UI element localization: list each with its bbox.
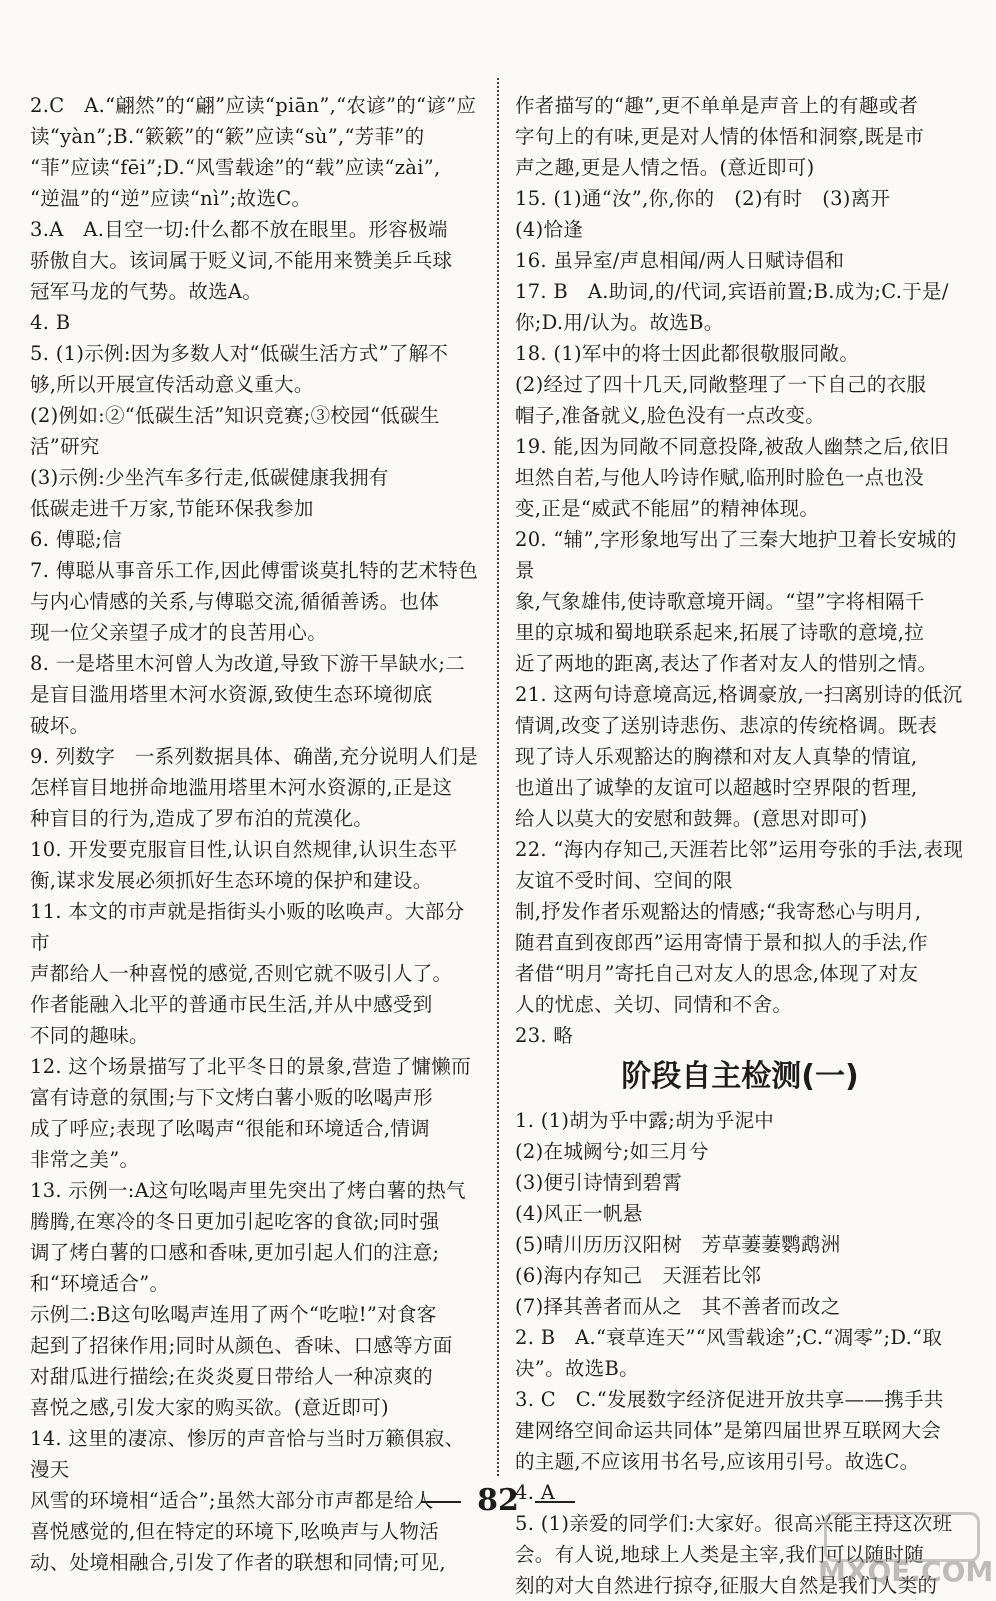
answer-2: 2.C A.“翩然”的“翩”应读“piān”,“农谚”的“谚”应 读“yàn”;B.“簌簌”的“簌”应读“sù”,“芳菲”的 “菲”应读“fēi”;D.“风雪载途”的“载”应读“zài”, “逆温”的“逆”应读“nì”;故选C。 xyxy=(30,94,477,210)
footer-dash-left xyxy=(421,1501,461,1503)
answer-22: 22. “海内存知己,天涯若比邻”运用夸张的手法,表现 友谊不受时间、空间的限 制,抒发作者乐观豁达的情感;“我寄愁心与明月, 随君直到夜郎西”运用寄情于景和拟人的手法,作 者借“明月”寄托自己对友人的思念,体现了对友 人的忧虑、关切、同情和不舍。 xyxy=(515,838,964,1016)
answer-7: 7. 傅聪从事音乐工作,因此傅雷谈莫扎特的艺术特色 与内心情感的关系,与傅聪交流,循循善诱。也体 现一位父亲望子成才的良苦用心。 xyxy=(30,559,479,644)
left-column xyxy=(30,90,480,1578)
test-answer-5: 5. (1)亲爱的同学们:大家好。很高兴能主持这次班 会。有人说,地球上人类是主宰,我们可以随时随 刻的对大自然进行掠夺,征服大自然是我们人类的 xyxy=(515,1512,953,1597)
answer-8: 8. 一是塔里木河曾人为改道,导致下游干旱缺水;二 是盲目滥用塔里木河水资源,致使生态环境彻底 破坏。 xyxy=(30,652,466,737)
answer-12: 12. 这个场景描写了北平冬日的景象,营造了慵懒而 富有诗意的氛围;与下文烤白薯小贩的吆喝声形 成了呼应;表现了吆喝声“很能和环境适合,情调 非常之美”。 xyxy=(30,1055,471,1171)
test-answer-4: 4. A xyxy=(515,1481,556,1504)
test-answer-1: 1. (1)胡为乎中露;胡为乎泥中 (2)在城阙兮;如三月兮 (3)便引诗情到碧霄 (4)风正一帆悬 (5)晴川历历汉阳树 芳草萋萋鹦鹉洲 (6)海内存知己 天涯若比邻 (7)择其善者而从之 其不善者而改之 xyxy=(515,1109,841,1318)
answer-9: 9. 列数字 一系列数据具体、确凿,充分说明人们是 怎样盲目地拼命地滥用塔里木河水资源的,正是这 种盲目的行为,造成了罗布泊的荒漠化。 xyxy=(30,745,479,830)
watermark-logo xyxy=(818,1512,994,1592)
footer-dash-right xyxy=(535,1501,575,1503)
test-answer-3: 3. C C.“发展数字经济促进开放共享——携手共 建网络空间命运共同体”是第四届世界互联网大会 的主题,不应该用书名号,应该用引号。故选C。 xyxy=(515,1388,944,1473)
answer-3: 3.A A.目空一切:什么都不放在眼里。形容极端 骄傲自大。该词属于贬义词,不能用来赞美乒乓球 冠军马龙的气势。故选A。 xyxy=(30,218,453,303)
answer-4: 4. B xyxy=(30,311,71,334)
answer-14-continued: 作者描写的“趣”,更不单单是声音上的有趣或者 字句上的有味,更是对人情的体悟和洞察,既是市 声之趣,更是人情之悟。(意近即可) xyxy=(515,94,924,179)
answer-18: 18. (1)军中的将士因此都很敬服同敞。 (2)经过了四十几天,同敞整理了一下自己的衣服 帽子,准备就义,脸色没有一点改变。 xyxy=(515,342,927,427)
test-answer-2: 2. B A.“衰草连天”“风雪载途”;C.“凋零”;D.“取 决”。故选B。 xyxy=(515,1326,943,1380)
right-column xyxy=(515,90,965,1601)
answer-5: 5. (1)示例:因为多数人对“低碳生活方式”了解不 够,所以开展宣传活动意义重大。 (2)例如:②“低碳生活”知识竞赛;③校园“低碳生 活”研究 (3)示例:少坐汽车多行走,低碳健康我拥有 低碳走进千万家,节能环保我参加 xyxy=(30,342,449,520)
column-divider xyxy=(497,78,499,1476)
answer-14: 14. 这里的凄凉、惨厉的声音恰与当时万籁俱寂、漫天 风雪的环境相“适合”;虽然大部分市声都是给人 喜悦感觉的,但在特定的环境下,吆唤声与人物活 动、处境相融合,引发了作者的联想和同情;可见, xyxy=(30,1427,465,1574)
page-number: 82 xyxy=(477,1483,519,1518)
answer-10: 10. 开发要克服盲目性,认识自然规律,认识生态平 衡,谋求发展必须抓好生态环境的保护和建设。 xyxy=(30,838,458,892)
answer-11: 11. 本文的市声就是指街头小贩的吆唤声。大部分市 声都给人一种喜悦的感觉,否则它就不吸引人了。 作者能融入北平的普通市民生活,并从中感受到 不同的趣味。 xyxy=(30,900,465,1047)
answer-6: 6. 傅聪;信 xyxy=(30,528,122,551)
answer-21: 21. 这两句诗意境高远,格调豪放,一扫离别诗的低沉 情调,改变了送别诗悲伤、悲凉的传统格调。既表 现了诗人乐观豁达的胸襟和对友人真挚的情谊, 也道出了诚挚的友谊可以超越时空界限的哲理, 给人以莫大的安慰和鼓舞。(意思对即可) xyxy=(515,683,963,830)
watermark-text: MXQE.COM xyxy=(818,1555,994,1588)
answer-23: 23. 略 xyxy=(515,1024,574,1047)
answer-20: 20. “辅”,字形象地写出了三秦大地护卫着长安城的景 象,气象雄伟,使诗歌意境开阔。“望”字将相隔千 里的京城和蜀地联系起来,拓展了诗歌的意境,拉 近了两地的距离,表达了作者对友人的惜别之情。 xyxy=(515,528,957,675)
answer-13: 13. 示例一:A这句吆喝声里先突出了烤白薯的热气 腾腾,在寒冷的冬日更加引起吃客的食欲;同时强 调了烤白薯的口感和香味,更加引起人们的注意; 和“环境适合”。 示例二:B这句吆喝声连用了两个“吃啦!”对食客 起到了招徕作用;同时从颜色、香味、口感等方面 对甜瓜进行描绘;在炎炎夏日带给人一种凉爽的 喜悦之感,引发大家的购买欲。(意近即可) xyxy=(30,1179,466,1419)
section-heading: 阶段自主检测(一) xyxy=(621,1059,859,1094)
answer-19: 19. 能,因为同敞不同意投降,被敌人幽禁之后,依旧 坦然自若,与他人吟诗作赋,临刑时脸色一点也没 变,正是“威武不能屈”的精神体现。 xyxy=(515,435,950,520)
answer-17: 17. B A.助词,的/代词,宾语前置;B.成为;C.于是/ 你;D.用/认为。故选B。 xyxy=(515,280,949,334)
answer-15: 15. (1)通“汝”,你,你的 (2)有时 (3)离开 (4)恰逢 xyxy=(515,187,891,241)
answer-16: 16. 虽异室/声息相闻/两人日赋诗倡和 xyxy=(515,249,845,272)
